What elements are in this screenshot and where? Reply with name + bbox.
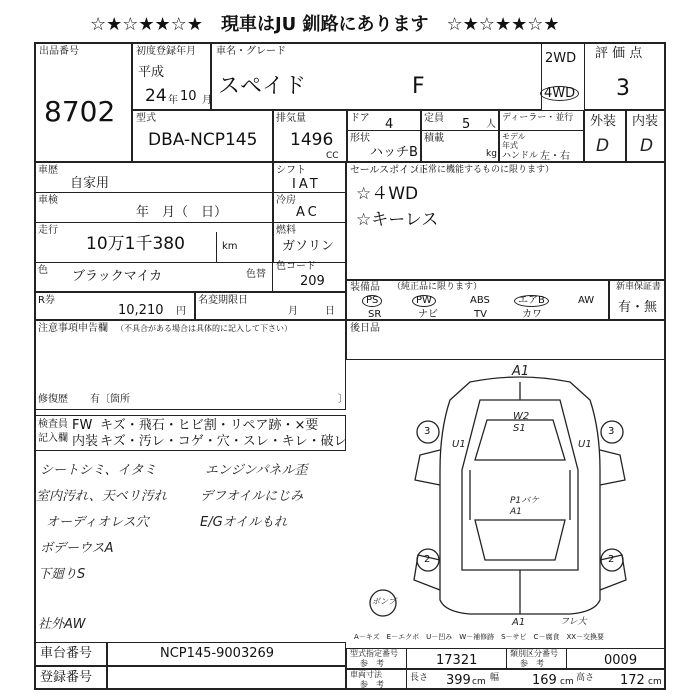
fuel-value: ガソリン: [282, 239, 335, 254]
equip-sr: SR: [368, 309, 382, 320]
car-name: スペイド: [218, 74, 307, 99]
engine-label: 排気量: [276, 113, 306, 124]
diag-u1a: U1: [452, 439, 466, 450]
inspector-label-2: 記入欄: [38, 433, 68, 444]
hw-l2: 室内汚れ、天ベリ汚れ: [36, 489, 167, 504]
reg-year-unit: 年: [168, 95, 178, 106]
engine-unit: CC: [326, 151, 339, 161]
warranty-label: 新車保証書: [616, 282, 662, 292]
title-day: 日: [325, 306, 335, 317]
equip-leather: カワ: [522, 309, 542, 320]
ac-value: AC: [296, 205, 320, 220]
diag-w2: W2: [513, 411, 530, 422]
notes-label: 注意事項申告欄: [38, 323, 108, 334]
recycle-value: 10,210: [118, 303, 164, 318]
body-label: 形状: [350, 133, 370, 144]
diag-u1b: U1: [578, 439, 592, 450]
lot-number: 8702: [44, 95, 116, 128]
class-num-value: 0009: [604, 653, 638, 668]
hw-l4: ボデーウスA: [40, 541, 114, 556]
inspection-value: 年 月（ 日）: [136, 205, 228, 220]
exterior-label: 外装: [590, 114, 617, 129]
chassis-value: NCP145-9003269: [160, 646, 275, 661]
lot-label: 出品番号: [39, 46, 79, 57]
hw-l3: オーディオレス穴: [46, 515, 149, 530]
dims-hgt-unit: cm: [648, 677, 662, 687]
diag-l3: 3: [424, 426, 431, 437]
diag-r2: 2: [608, 554, 615, 565]
equip-navi: ナビ: [418, 309, 438, 320]
repair-close: 〕: [338, 394, 348, 405]
car-label: 車名・グレード: [216, 46, 286, 57]
interior-value: D: [640, 136, 654, 156]
reg-era: 平成: [138, 65, 165, 80]
inspector-label-1: 検査員: [38, 419, 68, 430]
diag-pump: ポンプ: [372, 597, 396, 606]
class-num-label: 類別区分番号: [510, 649, 558, 658]
seats-value: 5: [462, 117, 471, 132]
dims-len-label: 長さ: [410, 673, 429, 683]
warranty-value: 有・無: [618, 300, 658, 315]
handle-label: ハンドル: [502, 151, 539, 161]
dims-hgt-label: 高さ: [576, 673, 595, 683]
diag-legend: A－キズ E－エクボ U－凹み W－補修跡 S－サビ C－腐食 XX－交換要: [354, 633, 605, 641]
dims-len: 399: [446, 673, 471, 688]
shift-label: シフト: [276, 165, 306, 176]
load-label: 積載: [424, 133, 444, 144]
equipment-label: 装備品: [350, 282, 380, 293]
equip-airbag: エアB: [514, 295, 549, 307]
model-value: DBA-NCP145: [148, 130, 258, 150]
shift-value: IAT: [292, 177, 321, 192]
hw-r1: エンジンパネル歪: [205, 463, 308, 478]
equipment-note: （純正品に限ります）: [392, 282, 483, 292]
inspection-label: 車検: [38, 195, 58, 206]
diag-bottom: A1: [512, 617, 526, 628]
color-label: 色: [38, 265, 48, 276]
dims-len-unit: cm: [472, 677, 486, 687]
car-grade: F: [412, 74, 425, 99]
reg-month-unit: 月: [202, 95, 212, 106]
hw-bottom: 社外AW: [38, 617, 86, 632]
dims-hgt: 172: [620, 673, 645, 688]
sales-point-2: ☆キーレス: [356, 210, 439, 230]
type-spec-label: 型式指定番号: [350, 649, 398, 658]
equip-ps: PS: [362, 295, 382, 307]
equip-pw: PW: [412, 295, 436, 307]
load-unit: kg: [486, 149, 497, 159]
sales-note: （正常に機能するものに限ります）: [410, 165, 555, 175]
color-change-label: 色替: [246, 269, 266, 280]
color-code-label: 色コード: [276, 261, 316, 272]
class-num-sub: 参 考: [520, 659, 544, 668]
repair-label: 修復歴: [38, 394, 68, 405]
reg-label: 初度登録年月: [136, 46, 196, 57]
post-label: 後日品: [350, 323, 380, 334]
color-value: ブラックマイカ: [72, 269, 163, 284]
doors-label: ドア: [350, 113, 370, 124]
dims-wid-unit: cm: [560, 677, 574, 687]
reg-year: 24: [145, 86, 167, 106]
dims-row: [346, 669, 666, 690]
title-month: 月: [288, 306, 298, 317]
interior-insp-label: 内装: [72, 434, 99, 449]
seats-unit: 人: [486, 119, 496, 130]
fw-items: キズ・飛石・ヒビ割・リペア跡・×要: [100, 418, 319, 433]
model-year-label: モデル 年式: [502, 132, 526, 150]
dims-sub: 参 考: [360, 680, 384, 689]
divider: [566, 648, 567, 669]
doors-value: 4: [385, 117, 394, 132]
interior-insp-items: キズ・汚レ・コゲ・穴・スレ・キレ・破レ: [100, 434, 347, 449]
fuel-label: 燃料: [276, 225, 296, 236]
repair-value: 有〔箇所: [90, 394, 130, 405]
divider: [506, 648, 507, 669]
sales-label: セールスポイント: [350, 165, 430, 176]
title-label: 名変期限日: [198, 295, 248, 306]
chassis-label: 車台番号: [40, 646, 93, 661]
hw-r3: E/Gオイルもれ: [200, 515, 288, 530]
hw-l1: シートシミ、イタミ: [40, 463, 157, 478]
drive-4wd: 4WD: [540, 86, 579, 101]
body-value: ハッチB: [370, 145, 418, 160]
notes-note: （不具合がある場合は具体的に記入して下さい）: [116, 324, 292, 333]
score-value: 3: [616, 76, 630, 101]
regnum-label: 登録番号: [40, 670, 93, 685]
equip-aw: AW: [578, 295, 595, 306]
equip-abs: ABS: [470, 295, 490, 306]
diag-s1: S1: [513, 423, 526, 434]
hw-l5: 下廻りS: [38, 567, 86, 582]
fw-label: FW: [72, 418, 93, 433]
engine-value: 1496: [290, 130, 334, 150]
seats-label: 定員: [424, 113, 444, 124]
ac-label: 冷房: [276, 195, 296, 206]
mileage-unit: km: [222, 241, 238, 252]
interior-label: 内装: [632, 114, 659, 129]
dims-label: 車両寸法: [350, 670, 382, 679]
banner: ☆★☆★★☆★ 現車はJU 釧路にあります ☆★☆★★☆★: [90, 14, 560, 35]
recycle-label: R券: [38, 295, 55, 306]
history-label: 車歴: [38, 165, 58, 176]
reg-month: 10: [180, 89, 197, 104]
type-spec-value: 17321: [436, 653, 478, 668]
history-value: 自家用: [70, 176, 110, 191]
dealer-label: ディーラー・並行: [502, 113, 574, 123]
diag-center: P1バケ A1: [510, 496, 540, 517]
score-label: 評 価 点: [595, 46, 643, 61]
exterior-value: D: [596, 136, 610, 156]
model-label: 型式: [136, 113, 156, 124]
diag-bottom2: フレ大: [560, 617, 587, 627]
diag-r3: 3: [608, 426, 615, 437]
diag-top: A1: [512, 364, 530, 379]
color-code-value: 209: [300, 274, 325, 289]
recycle-unit: 円: [176, 306, 186, 317]
sales-point-1: ☆４WD: [356, 184, 419, 204]
handle-value: 左・右: [540, 151, 570, 162]
diag-l2: 2: [424, 554, 431, 565]
mileage-value: 10万1千380: [86, 234, 185, 254]
mileage-label: 走行: [38, 225, 58, 236]
type-spec-sub: 参 考: [360, 659, 384, 668]
drive-2wd: 2WD: [545, 51, 577, 66]
equip-tv: TV: [474, 309, 487, 320]
dims-wid: 169: [532, 673, 557, 688]
hw-r2: デフオイルにじみ: [200, 489, 304, 504]
dims-wid-label: 幅: [490, 673, 500, 683]
